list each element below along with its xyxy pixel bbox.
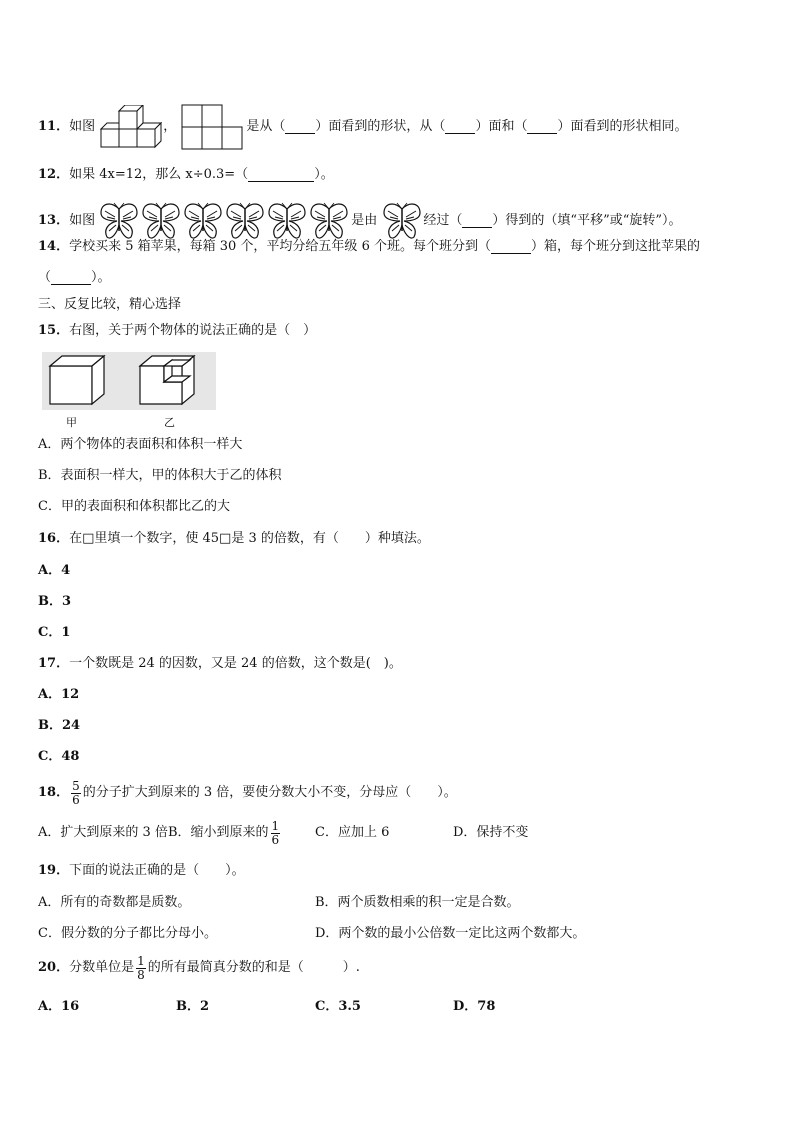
question-number: 18． <box>38 785 70 800</box>
option-c[interactable]: C．3.5 <box>315 999 361 1014</box>
question-number: 14． <box>38 239 70 254</box>
question-18-options <box>38 818 282 849</box>
option-b[interactable]: B．表面积一样大，甲的体积大于乙的体积 <box>38 468 282 483</box>
question-text: 在□里填一个数字，使 45□是 3 的倍数，有（ ）种填法。 <box>69 531 430 546</box>
question-text: 分数单位是 <box>69 960 135 975</box>
option-b[interactable]: B．缩小到原来的 <box>167 825 269 840</box>
question-text: 一个数既是 24 的因数，又是 24 的倍数，这个数是( )。 <box>69 656 402 671</box>
cube-stack-figure <box>99 105 163 149</box>
option-b[interactable]: B．2 <box>176 999 210 1014</box>
answer-blank[interactable] <box>248 169 314 182</box>
question-18 <box>38 778 457 809</box>
question-number: 17． <box>38 656 70 671</box>
question-text: 是从（ <box>246 119 286 134</box>
option-a[interactable]: A．所有的奇数都是质数。 <box>38 895 191 910</box>
question-text: ）面看到的形状相同。 <box>557 119 688 134</box>
answer-blank[interactable] <box>285 121 315 134</box>
question-number: 13． <box>38 213 70 228</box>
option-b[interactable]: B．3 <box>38 594 72 609</box>
question-text: ）。 <box>91 270 111 285</box>
question-11 <box>38 104 687 150</box>
numerator: 1 <box>271 818 280 833</box>
question-text: （ <box>38 270 52 285</box>
question-text: ）面和（ <box>475 119 528 134</box>
answer-blank[interactable] <box>445 121 475 134</box>
question-number: 19． <box>38 863 70 878</box>
butterfly-row-figure <box>99 201 351 241</box>
question-13 <box>38 201 682 241</box>
option-a[interactable]: A．4 <box>38 563 71 578</box>
question-text: 的分子扩大到原来的 3 倍，要使分数大小不变，分母应（ ）。 <box>82 785 457 800</box>
answer-blank[interactable] <box>527 121 557 134</box>
question-number: 15． <box>38 323 70 338</box>
fraction <box>271 820 281 847</box>
question-text: ）箱，每个班分到这批苹果的 <box>530 239 700 254</box>
question-number: 11． <box>38 119 70 134</box>
question-text: 下面的说法正确的是（ ）。 <box>69 863 245 878</box>
figure-label-b: 乙 <box>164 416 175 429</box>
question-text: 学校买来 5 箱苹果，每箱 30 个，平均分给五年级 6 个班。每个班分到（ <box>69 239 491 254</box>
question-17 <box>38 655 402 674</box>
question-text: 右图，关于两个物体的说法正确的是（ ） <box>69 323 317 338</box>
fraction <box>136 955 146 982</box>
question-text: 如图 <box>69 119 96 134</box>
comma: ， <box>163 119 177 134</box>
answer-blank[interactable] <box>462 215 492 228</box>
question-number: 12． <box>38 167 70 182</box>
option-b[interactable]: B．24 <box>38 718 81 733</box>
option-c[interactable]: C．假分数的分子都比分母小。 <box>38 926 217 941</box>
option-d[interactable]: D．保持不变 <box>453 825 529 840</box>
question-20 <box>38 953 360 984</box>
fraction <box>71 780 81 807</box>
option-a[interactable]: A．两个物体的表面积和体积一样大 <box>38 437 243 452</box>
numerator: 5 <box>72 778 80 793</box>
option-c[interactable]: C．1 <box>38 625 71 640</box>
question-text: 如图 <box>69 213 96 228</box>
question-text: 如果 4x=12，那么 x÷0.3=（ <box>69 167 249 182</box>
solid-comparison-figure <box>42 352 216 410</box>
denominator: 6 <box>72 792 80 807</box>
option-b[interactable]: B．两个质数相乘的积一定是合数。 <box>315 895 520 910</box>
answer-blank[interactable] <box>491 241 531 254</box>
question-text: ）。 <box>314 167 334 182</box>
question-number: 20． <box>38 960 70 975</box>
question-14 <box>38 238 700 257</box>
question-15 <box>38 322 316 341</box>
denominator: 6 <box>271 832 280 847</box>
numerator: 1 <box>137 953 145 968</box>
option-d[interactable]: D．78 <box>453 999 496 1014</box>
answer-blank[interactable] <box>51 272 91 285</box>
question-text: ）面看到的形状，从（ <box>315 119 446 134</box>
question-12 <box>38 166 334 185</box>
question-number: 16． <box>38 531 70 546</box>
question-14-line2 <box>38 269 111 288</box>
option-a[interactable]: A．扩大到原来的 3 倍 <box>38 825 168 840</box>
option-c[interactable]: C．甲的表面积和体积都比乙的大 <box>38 499 230 514</box>
option-d[interactable]: D．两个数的最小公倍数一定比这两个数都大。 <box>315 926 586 941</box>
denominator: 8 <box>137 967 145 982</box>
question-text: 是由 <box>351 213 378 228</box>
section-heading: 三、反复比较，精心选择 <box>38 297 182 312</box>
grid-view-figure <box>180 104 246 150</box>
option-a[interactable]: A．12 <box>38 687 80 702</box>
question-text: ）得到的（填“平移”或“旋转”）。 <box>492 213 682 228</box>
option-a[interactable]: A．16 <box>38 999 80 1014</box>
single-butterfly-figure <box>381 201 423 241</box>
question-text: 的所有最简真分数的和是（ ）. <box>147 960 360 975</box>
figure-label-a: 甲 <box>66 416 77 429</box>
question-19 <box>38 862 245 881</box>
option-c[interactable]: C．48 <box>38 749 80 764</box>
question-16 <box>38 530 430 549</box>
option-c[interactable]: C．应加上 6 <box>315 825 390 840</box>
question-text: 经过（ <box>423 213 463 228</box>
